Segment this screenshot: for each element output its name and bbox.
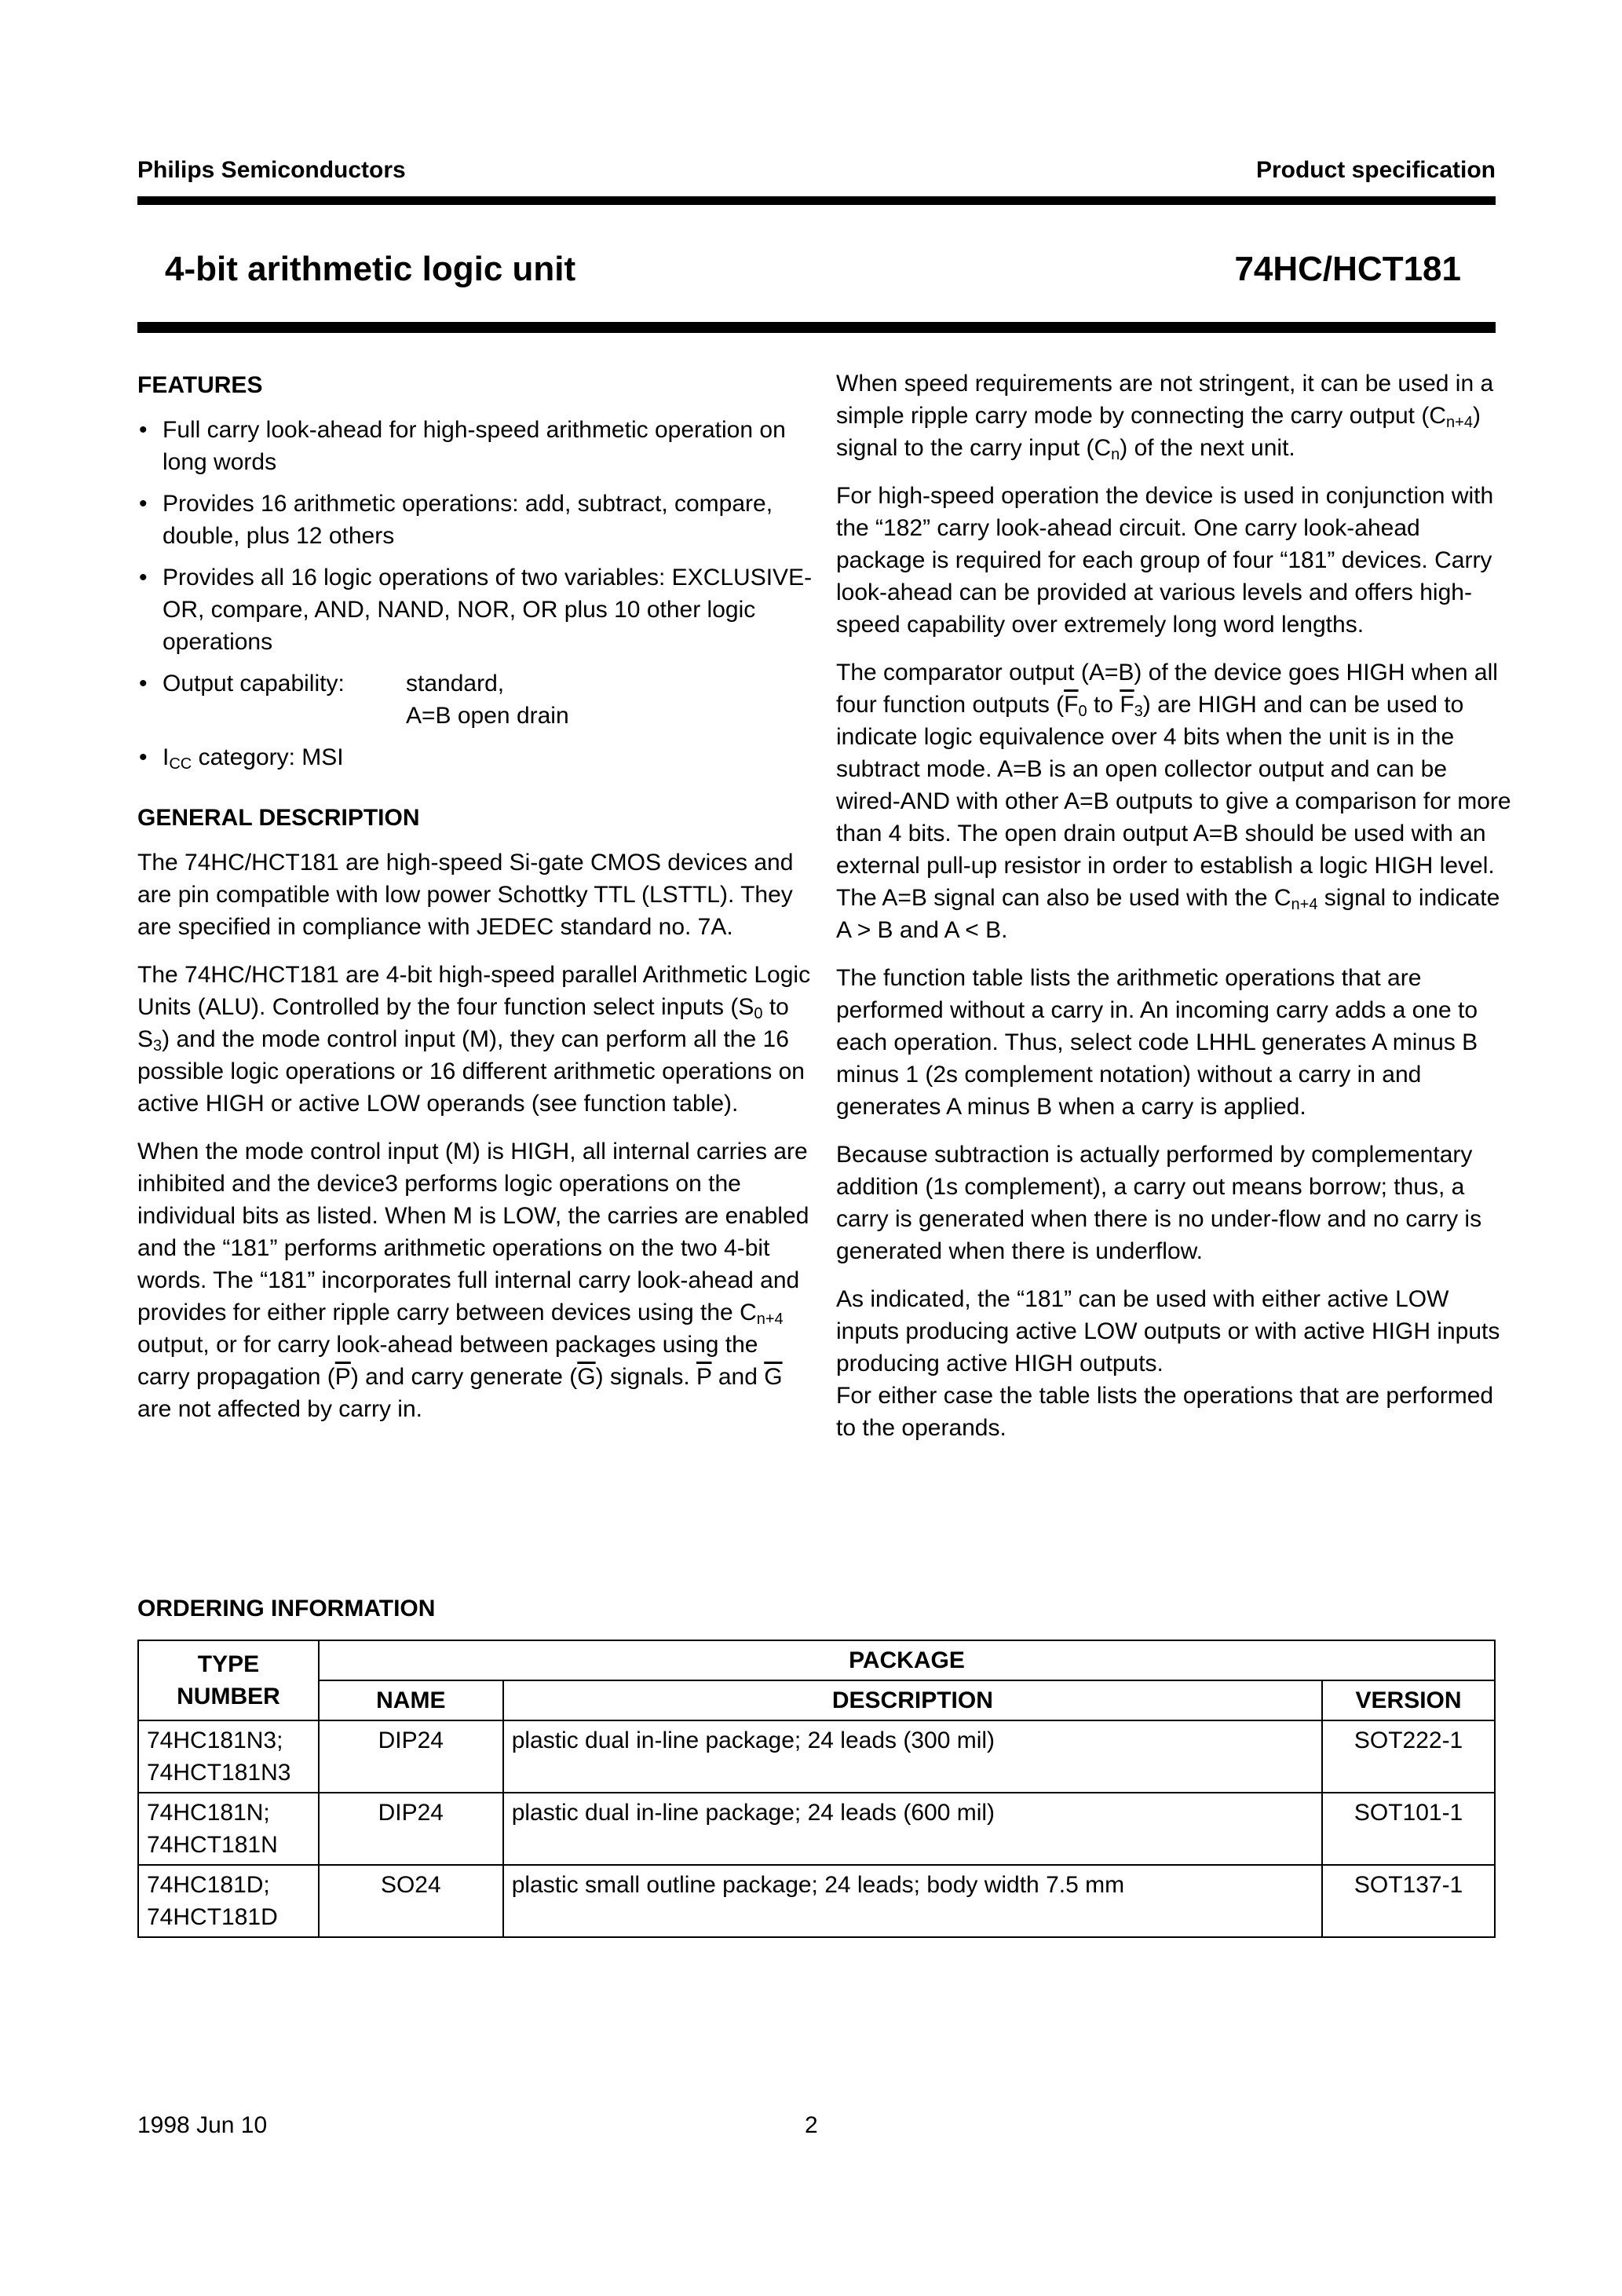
right-p1: When speed requirements are not stringent, it can be used in a simple ripple carry mode by connecting the carry output $(C_{n+4})$ signal to the carry input $(C_n)$ of the next unit. [836,371,1494,463]
left-column [137,369,813,1441]
ordering-table [137,1640,1496,1938]
page-title: 4-bit arithmetic logic unit [165,250,576,288]
header-rule [137,196,1496,205]
general-p3: When the mode control input (M) is HIGH, all internal carries are inhibited and the device3 performs logic operations on the individual bits as listed. When M is LOW, the carries are enabled and the “181” performs arithmetic operations on the two 4-bit words. The “181” incorporates full internal carry look-ahead and provides for either ripple carry between devices using the $C_{n+4}$ output, or for carry look-ahead between packages using the carry propagation $(\overline{P})$ and carry generate $(\overline{G})$ signals. $\overline{P}$ and $\overline{G}$ are not affected by carry in. [137,1139,809,1422]
general-p1: The 74HC/HCT181 are high-speed Si-gate CMOS devices and are pin compatible with low power Schottky TTL (LSTTL). They are specified in compliance with JEDEC standard no. 7A. [137,850,794,940]
part-number: 74HC/HCT181 [1234,250,1461,288]
col-description: DESCRIPTION [503,1680,1322,1720]
col-package: PACKAGE [319,1640,1495,1680]
table-row: 74HC181N3; 74HCT181N3 DIP24 plastic dual in-line package; 24 leads (300 mil) SOT222-1 [138,1720,1495,1793]
list-item: • $I_{CC}$ category: MSI [139,744,344,773]
table-row: 74HC181D; 74HCT181D SO24 plastic small outline package; 24 leads; body width 7.5 mm SOT137-1 [138,1865,1495,1937]
right-p6: As indicated, the “181” can be used with either active LOW inputs producing active LOW outputs or with active HIGH inputs producing active HIGH outputs. [836,1286,1500,1377]
general-p2: The 74HC/HCT181 are 4-bit high-speed parallel Arithmetic Logic Units (ALU). Controlled by the four function select inputs ($S_0$ to $S_3$) and the mode control input (M), they can perform all the 16 possible logic operations or 16 different arithmetic operations on active HIGH or active LOW operands (see function table). [137,962,811,1117]
list-item: • Provides all 16 logic operations of two variables: EXCLUSIVE-OR, compare, AND, NAND, NOR, OR plus 10 other logic operations [139,565,813,655]
right-p5: Because subtraction is actually performed by complementary addition (1s complement), a carry out means borrow; thus, a carry is generated when there is no under-flow and no carry is generated when there is underflow. [836,1142,1482,1264]
right-p3: The comparator output (A=B) of the device goes HIGH when all four function outputs ($\overline{F}_0$ to $\overline{F}_3$) are HIGH and can be used to indicate logic equivalence over 4 bits when the unit is in the subtract mode. A=B is an open collector output and can be wired-AND with other A=B outputs to give a comparison for more than 4 bits. The open drain output A=B should be used with an external pull-up resistor in order to establish a logic HIGH level. The A=B signal can also be used with the $C_{n+4}$ signal to indicate A > B and A < B. [836,660,1511,943]
doc-type: Product specification [1255,157,1496,183]
company-name: Philips Semiconductors [137,157,406,183]
col-name: NAME [319,1680,503,1720]
right-p7: For either case the table lists the operations that are performed to the operands. [836,1383,1494,1441]
list-item: • Provides 16 arithmetic operations: add, subtract, compare, double, plus 12 others [139,491,773,549]
output-capability-value-2: A=B open drain [406,703,569,729]
ordering-heading: ORDERING INFORMATION [137,1596,436,1621]
output-capability-value: standard, [406,671,505,696]
list-item: • Output capability: standard, A=B open drain [137,667,813,732]
title-rule [137,322,1496,333]
output-capability-label: Output capability: [163,671,345,696]
table-row: 74HC181N; 74HCT181N DIP24 plastic dual in-line package; 24 leads (600 mil) SOT101-1 [138,1793,1495,1865]
right-column [836,367,1511,1460]
general-description-heading: GENERAL DESCRIPTION [137,805,420,831]
right-p2: For high-speed operation the device is used in conjunction with the “182” carry look-ahead circuit. One carry look-ahead package is required for each group of four “181” devices. Carry look-ahead can be provided at various levels and offers high-speed capability over extremely long word lengths. [836,483,1494,638]
page-number: 2 [805,2112,818,2138]
features-heading: FEATURES [137,372,263,398]
features-list [137,414,813,773]
list-item: • Full carry look-ahead for high-speed arithmetic operation on long words [139,417,786,475]
footer-date: 1998 Jun 10 [137,2112,268,2138]
col-type-number: TYPE NUMBER [138,1640,319,1720]
right-p4: The function table lists the arithmetic operations that are performed without a carry in. An incoming carry adds a one to each operation. Thus, select code LHHL generates A minus B minus 1 (2s complement notation) without a carry in and generates A minus B when a carry is applied. [836,965,1478,1120]
col-version: VERSION [1322,1680,1495,1720]
